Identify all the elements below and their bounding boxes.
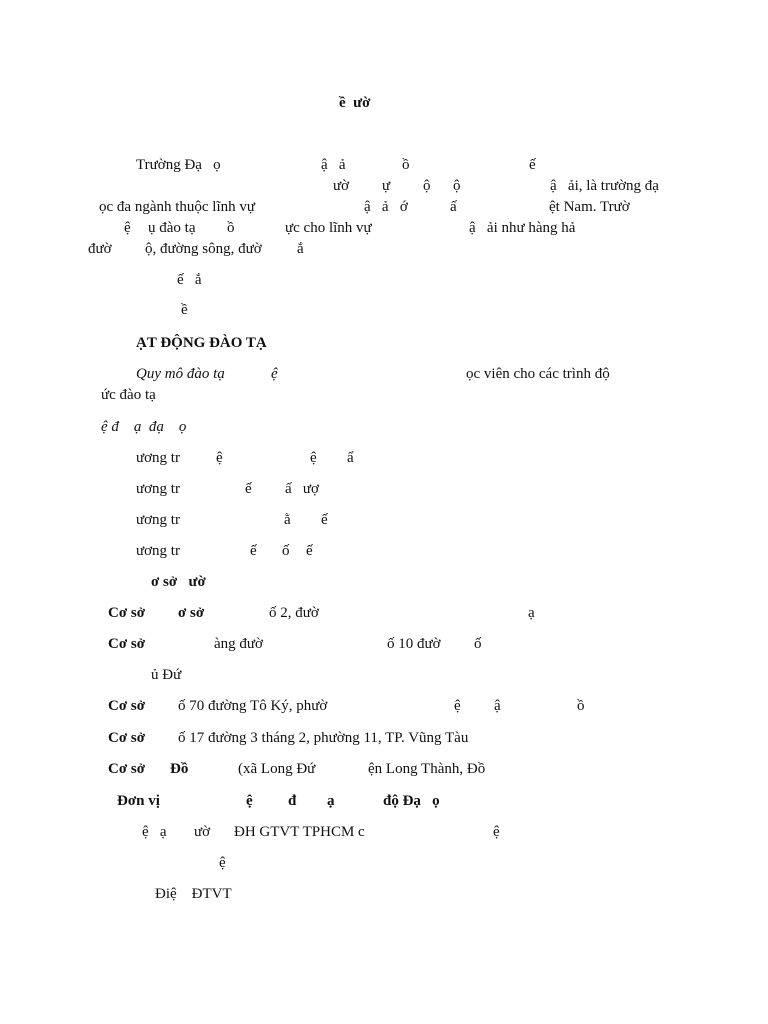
training-scale-text: ức đào tạ — [101, 387, 156, 403]
campus-address: ố — [474, 636, 482, 652]
campus-label: Cơ sở — [108, 730, 146, 746]
intro-text: ườ — [333, 178, 350, 194]
campus-address: ố 70 đường Tô Ký, phườ — [178, 698, 328, 714]
campus-address: ồ — [577, 698, 585, 714]
units-text: Điệ ĐTVT — [155, 886, 232, 902]
program-item: ương tr — [136, 512, 180, 528]
program-item: ấ ượ — [285, 481, 319, 497]
intro-text: ậ ả — [321, 157, 346, 173]
training-scale-text: ệ — [271, 366, 278, 382]
intro-text: ự — [382, 178, 391, 194]
program-item: ế — [245, 481, 252, 497]
program-item: ương tr — [136, 543, 180, 559]
units-text: ệ — [219, 855, 226, 871]
training-system-label: ệ đ ạ đạ ọ — [101, 419, 187, 435]
campus-address: ạ — [528, 605, 535, 621]
program-item: ương tr — [136, 450, 180, 466]
intro-text: ệt Nam. Trườ — [549, 199, 630, 215]
units-heading: ạ — [327, 793, 335, 809]
program-item: ế — [250, 543, 257, 559]
intro-text: ồ — [227, 220, 235, 236]
intro-text: ực cho lĩnh vự — [285, 220, 372, 236]
program-item: ế — [306, 543, 313, 559]
campus-label: Cơ sở — [108, 636, 146, 652]
campus-label: Cơ sở — [108, 761, 146, 777]
intro-text: ế — [529, 157, 536, 173]
campus-address: ậ — [494, 698, 501, 714]
intro-text: ắ — [297, 241, 304, 257]
units-heading: độ Đạ ọ — [383, 793, 440, 809]
intro-text: ậ ải như hàng hả — [469, 220, 576, 236]
intro-text: ụ đào tạ — [148, 220, 196, 236]
intro-text: Trường Đạ ọ — [136, 157, 221, 173]
intro-text: ộ — [423, 178, 431, 194]
page-title: ề ườ — [339, 95, 371, 111]
intro-text: ề — [181, 302, 188, 318]
program-item: ố — [282, 543, 290, 559]
campus-address: ủ Đứ — [151, 667, 182, 683]
campus-address: àng đườ — [214, 636, 263, 652]
intro-text: đườ — [88, 241, 112, 257]
intro-text: ế ắ — [177, 272, 202, 288]
program-item: ệ — [310, 450, 317, 466]
campus-label: ơ sở — [178, 605, 205, 621]
program-item: ế — [321, 512, 328, 528]
intro-text: ộ — [453, 178, 461, 194]
units-heading: ệ — [246, 793, 253, 809]
campus-address: ện Long Thành, Đồ — [368, 761, 486, 777]
units-heading: đ — [288, 793, 297, 809]
units-heading: Đơn vị — [117, 793, 160, 809]
training-heading: ẠT ĐỘNG ĐÀO TẠ — [136, 335, 267, 351]
program-item: ẩ — [347, 450, 354, 466]
training-scale-label: Quy mô đào tạ — [136, 366, 225, 382]
units-text: ĐH GTVT TPHCM c — [234, 824, 365, 840]
intro-text: ậ ải, là trường đạ — [550, 178, 659, 194]
intro-text: ậ ả ớ — [364, 199, 408, 215]
intro-text: ấ — [450, 199, 457, 215]
units-text: ườ — [194, 824, 211, 840]
program-item: ệ — [216, 450, 223, 466]
units-text: ệ — [493, 824, 500, 840]
campus-address: (xã Long Đứ — [238, 761, 316, 777]
units-text: ệ ạ — [142, 824, 167, 840]
campus-address: ố 2, đườ — [269, 605, 319, 621]
training-scale-text: ọc viên cho các trình độ — [466, 366, 610, 382]
campus-label: Cơ sở — [108, 698, 146, 714]
campus-heading: ơ sở ườ — [151, 574, 206, 590]
intro-text: ệ — [124, 220, 131, 236]
program-item: ằ — [284, 512, 291, 528]
intro-text: ọc đa ngành thuộc lĩnh vự — [99, 199, 256, 215]
campus-label: Cơ sở — [108, 605, 146, 621]
campus-address: ố 10 đườ — [387, 636, 441, 652]
program-item: ương tr — [136, 481, 180, 497]
campus-label: Đồ — [170, 761, 189, 777]
campus-address: ố 17 đường 3 tháng 2, phường 11, TP. Vũng Tàu — [178, 730, 469, 746]
campus-address: ệ — [454, 698, 461, 714]
intro-text: ồ — [402, 157, 410, 173]
intro-text: ộ, đường sông, đườ — [145, 241, 262, 257]
